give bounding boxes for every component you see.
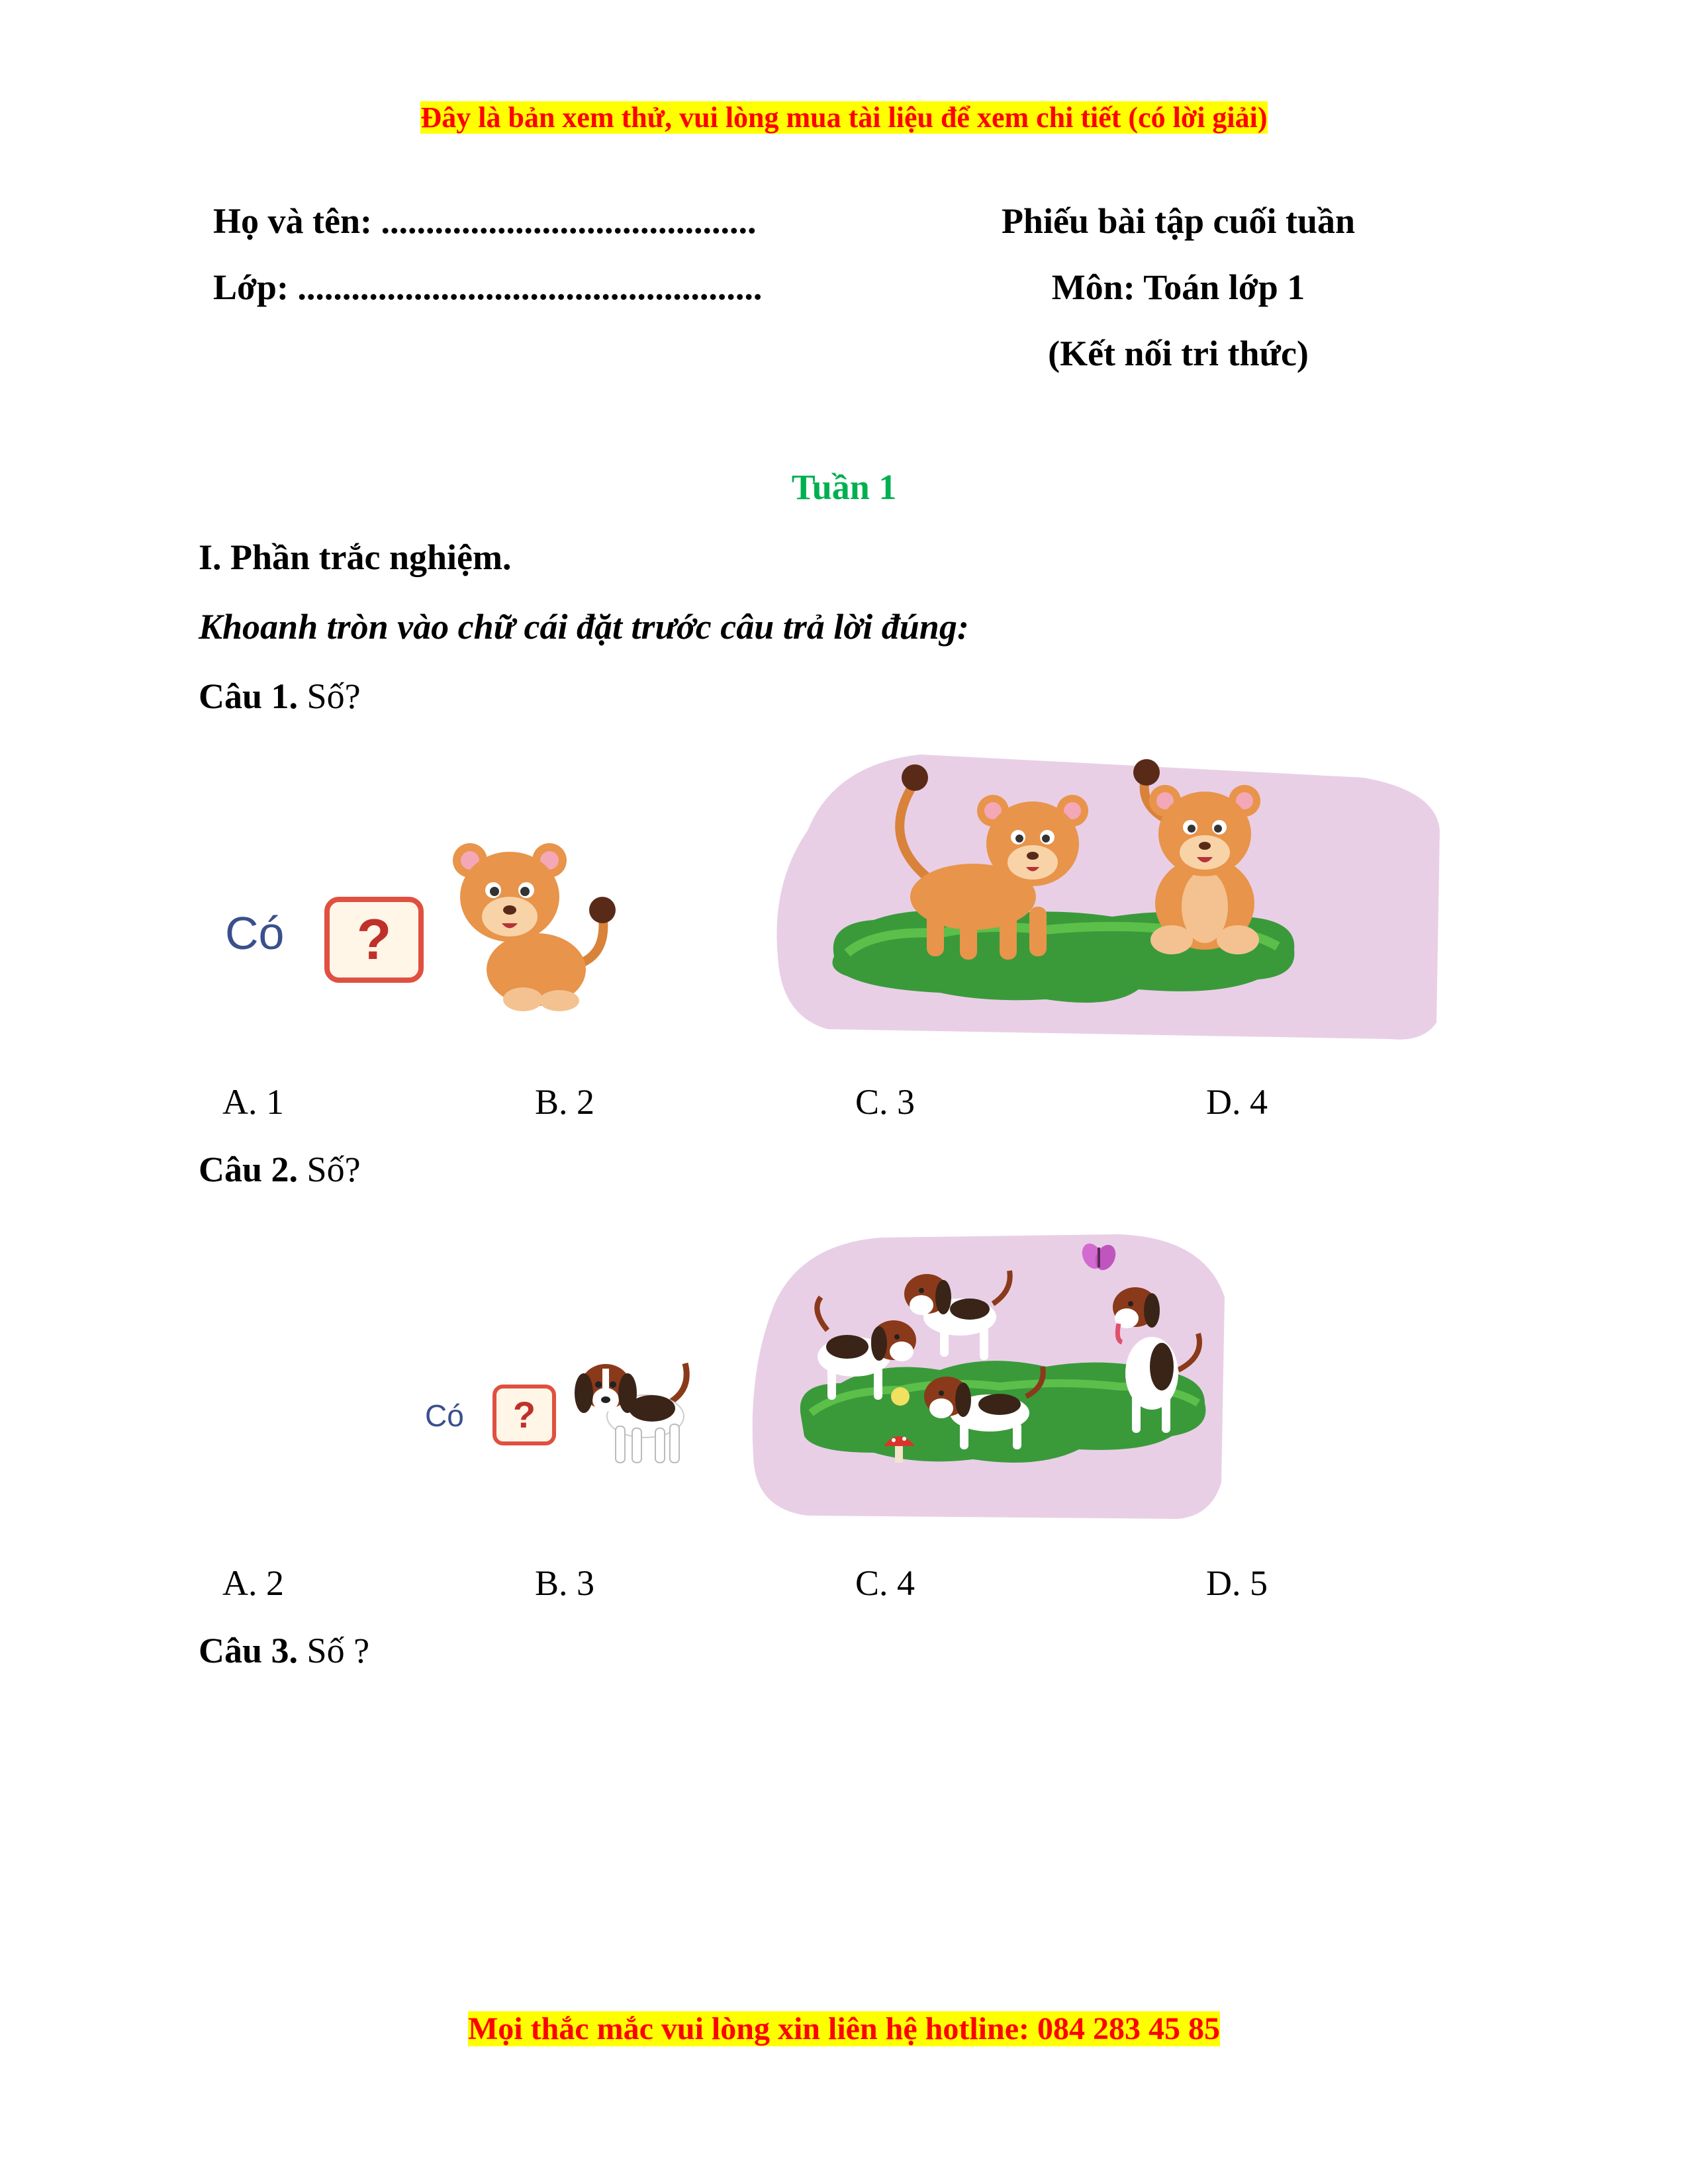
lion-cub-icon [444, 834, 629, 1019]
question-1-scene-image [768, 738, 1443, 1046]
section-title: I. Phần trắc nghiệm. [199, 537, 512, 577]
question-3-label: Câu 3. [199, 1631, 299, 1670]
question-2-option-c[interactable]: C. 4 [855, 1563, 915, 1603]
ball-icon [891, 1387, 910, 1406]
preview-notice: Đây là bản xem thử, vui lòng mua tài liệu để xem chi tiết (có lời giải) [420, 101, 1268, 134]
question-2-label: Câu 2. [199, 1150, 299, 1189]
subject-title: Môn: Toán lớp 1 [1051, 267, 1305, 307]
question-1-prompt: Số? [298, 676, 361, 716]
hotline-footer: Mọi thắc mắc vui lòng xin liên hệ hotline: 084 283 45 85 [467, 2011, 1220, 2046]
class-field-label: Lớp: .................................................... [213, 267, 763, 307]
name-field-label: Họ và tên: .......................................... [213, 201, 757, 241]
question-1-option-b[interactable]: B. 2 [535, 1082, 595, 1122]
question-3-prompt: Số ? [298, 1631, 370, 1670]
question-2-prompt-figure [424, 1350, 708, 1469]
question-2 [199, 1148, 361, 1191]
question-1-option-a[interactable]: A. 1 [222, 1082, 284, 1122]
question-1 [199, 675, 361, 717]
co-label: Có [225, 907, 285, 959]
series-title: (Kết nối tri thức) [1048, 334, 1309, 373]
week-heading: Tuần 1 [791, 467, 897, 507]
question-2-option-b[interactable]: B. 3 [535, 1563, 595, 1603]
section-instruction: Khoanh tròn vào chữ cái đặt trước câu trả lời đúng: [199, 607, 969, 647]
puppy-icon [569, 1350, 702, 1469]
co-label: Có [425, 1398, 464, 1433]
question-2-option-d[interactable]: D. 5 [1206, 1563, 1268, 1603]
question-2-scene-image [748, 1224, 1238, 1522]
question-1-label: Câu 1. [199, 676, 299, 716]
question-3 [199, 1629, 369, 1672]
question-1-option-c[interactable]: C. 3 [855, 1082, 915, 1122]
question-2-option-a[interactable]: A. 2 [222, 1563, 284, 1603]
question-2-prompt: Số? [298, 1150, 361, 1189]
question-box-icon: ? [492, 1385, 556, 1445]
worksheet-title: Phiếu bài tập cuối tuần [1001, 201, 1356, 241]
question-box-icon: ? [324, 897, 424, 983]
question-1-prompt-figure [218, 834, 629, 1019]
question-1-option-d[interactable]: D. 4 [1206, 1082, 1268, 1122]
